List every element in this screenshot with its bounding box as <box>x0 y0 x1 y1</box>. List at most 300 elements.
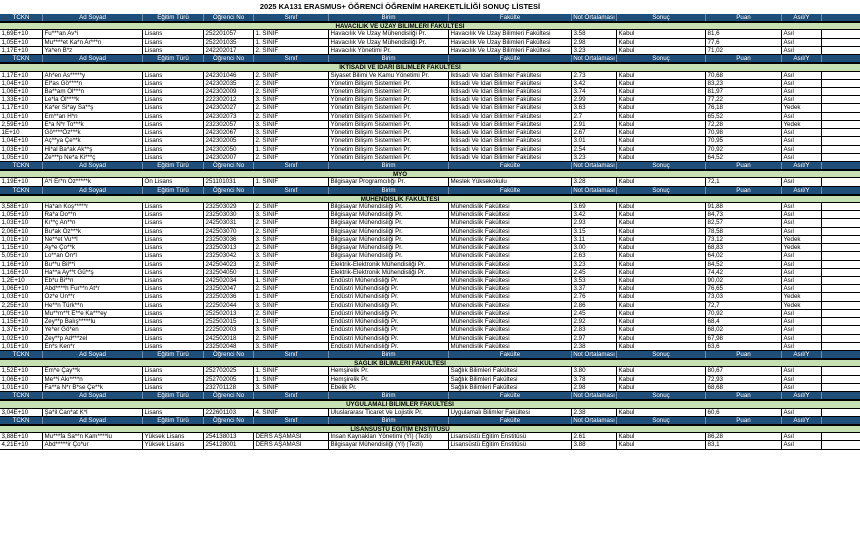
cell-ogrenci-no: 242202017 <box>204 47 254 54</box>
cell-puan: 81,97 <box>706 88 782 95</box>
table-row <box>0 30 860 38</box>
cell-birim: Endüstri Mühendisliği Pr. <box>329 335 449 342</box>
table-row <box>0 113 860 121</box>
cell-sinif: 2. SINIF <box>254 80 329 87</box>
column-header-sinif: Sınıf <box>254 392 329 399</box>
cell-egitim-turu: Lisans <box>143 47 204 54</box>
cell-sinif: 3. SINIF <box>254 252 329 259</box>
cell-not-ortalamasi: 3.23 <box>572 47 617 54</box>
cell-ad-soyad: Bu**u Bil**i <box>43 261 143 268</box>
column-header-fakulte: Fakülte <box>449 187 572 194</box>
table-row <box>0 433 860 441</box>
cell-not-ortalamasi: 3.88 <box>572 441 617 448</box>
cell-fakulte: Mühendislik Fakültesi <box>449 252 572 259</box>
cell-egitim-turu: Lisans <box>143 88 204 95</box>
cell-asil-yedek: Asıl <box>782 30 822 37</box>
table-row <box>0 409 860 417</box>
cell-asil-yedek: Asıl <box>782 433 822 440</box>
cell-egitim-turu: Lisans <box>143 104 204 111</box>
cell-sinif: 3. SINIF <box>254 129 329 136</box>
cell-sinif: 3. SINIF <box>254 302 329 309</box>
column-header-ad-soyad: Ad Soyad <box>43 162 143 169</box>
cell-ad-soyad: Le*la Öl****k <box>43 96 143 103</box>
cell-birim: Bilgisayar Mühendisliği Pr. <box>329 203 449 210</box>
cell-fakulte: İktisadi Ve İdari Bilimler Fakültesi <box>449 137 572 144</box>
cell-ogrenci-no: 222302012 <box>204 96 254 103</box>
cell-not-ortalamasi: 2.45 <box>572 310 617 317</box>
cell-puan: 64,52 <box>706 154 782 161</box>
table-row <box>0 384 860 392</box>
cell-birim: Bilgisayar Mühendisliği Pr. <box>329 236 449 243</box>
cell-sonuc: Kabul <box>617 137 706 144</box>
cell-ad-soyad: Zey**p Balış*****lu <box>43 318 143 325</box>
cell-not-ortalamasi: 3.28 <box>572 178 617 185</box>
cell-ad-soyad: Fu***an Av*i <box>43 30 143 37</box>
cell-ogrenci-no: 254138013 <box>204 433 254 440</box>
cell-fakulte: Lisansüstü Eğitim Enstitüsü <box>449 441 572 448</box>
cell-ad-soyad: E*a N*r To***k <box>43 121 143 128</box>
cell-ogrenci-no: 242302007 <box>204 154 254 161</box>
cell-puan: 77,6 <box>706 39 782 46</box>
column-header-egitim-turu: Eğitim Türü <box>143 187 204 194</box>
cell-not-ortalamasi: 2.83 <box>572 326 617 333</box>
table-row <box>0 121 860 129</box>
table-row <box>0 252 860 260</box>
cell-ad-soyad: En*s Ken*r <box>43 343 143 350</box>
cell-sonuc: Kabul <box>617 104 706 111</box>
cell-asil-yedek: Asıl <box>782 80 822 87</box>
cell-asil-yedek: Asıl <box>782 269 822 276</box>
cell-fakulte: Mühendislik Fakültesi <box>449 302 572 309</box>
cell-asil-yedek: Asıl <box>782 219 822 226</box>
cell-fakulte: Mühendislik Fakültesi <box>449 269 572 276</box>
table-row <box>0 80 860 88</box>
cell-ad-soyad: Aç**ya Çe**k <box>43 137 143 144</box>
cell-birim: Uluslararası Ticaret Ve Lojistik Pr. <box>329 409 449 416</box>
cell-asil-yedek: Asıl <box>782 211 822 218</box>
cell-asil-yedek: Asıl <box>782 367 822 374</box>
cell-asil-yedek: Yedek <box>782 236 822 243</box>
cell-puan: 70,95 <box>706 137 782 144</box>
column-header-asil-yedek: Asıl/Y <box>782 417 822 424</box>
cell-ogrenci-no: 252502013 <box>204 310 254 317</box>
column-header-not-ortalamasi: Not Ortalaması <box>572 351 617 358</box>
cell-asil-yedek: Asıl <box>782 326 822 333</box>
column-header-tckn: TCKN <box>0 392 43 399</box>
column-header-ad-soyad: Ad Soyad <box>43 55 143 62</box>
cell-birim: Yönetim Bilişim Sistemleri Pr. <box>329 154 449 161</box>
table-row <box>0 129 860 137</box>
cell-ad-soyad: Em*e Çay**k <box>43 367 143 374</box>
table-header <box>0 162 860 170</box>
cell-puan: 70,68 <box>706 72 782 79</box>
cell-tckn: 1,17E+10 <box>0 104 43 111</box>
cell-ad-soyad: Ba**am Ol***n <box>43 88 143 95</box>
column-header-fakulte: Fakülte <box>449 392 572 399</box>
cell-fakulte: İktisadi Ve İdari Bilimler Fakültesi <box>449 146 572 153</box>
cell-birim: Yönetim Bilişim Sistemleri Pr. <box>329 137 449 144</box>
section-header <box>0 195 860 203</box>
cell-not-ortalamasi: 2.92 <box>572 318 617 325</box>
cell-sonuc: Kabul <box>617 261 706 268</box>
cell-birim: İnsan Kaynakları Yönetimi (Yl) (Tezli) <box>329 433 449 440</box>
cell-sinif: DERS AŞAMASI <box>254 433 329 440</box>
cell-sonuc: Kabul <box>617 72 706 79</box>
cell-tckn: 1,05E+10 <box>0 39 43 46</box>
cell-ogrenci-no: 232503036 <box>204 236 254 243</box>
cell-tckn: 2,59E+10 <box>0 121 43 128</box>
section-header <box>0 170 860 178</box>
cell-sonuc: Kabul <box>617 293 706 300</box>
table-row <box>0 39 860 47</box>
cell-sinif: 1. SINIF <box>254 318 329 325</box>
cell-ad-soyad: Kı**ç An**n <box>43 219 143 226</box>
cell-ogrenci-no: 242503070 <box>204 228 254 235</box>
column-header-egitim-turu: Eğitim Türü <box>143 55 204 62</box>
table-row <box>0 154 860 162</box>
cell-asil-yedek: Yedek <box>782 104 822 111</box>
cell-asil-yedek: Asıl <box>782 376 822 383</box>
cell-tckn: 1,16E+10 <box>0 261 43 268</box>
cell-birim: Havacılık Ve Uzay Mühendisliği Pr. <box>329 39 449 46</box>
cell-egitim-turu: Lisans <box>143 219 204 226</box>
cell-ogrenci-no: 242301046 <box>204 72 254 79</box>
cell-birim: Bilgisayar Mühendisliği Pr. <box>329 219 449 226</box>
cell-sonuc: Kabul <box>617 80 706 87</box>
column-header-ad-soyad: Ad Soyad <box>43 417 143 424</box>
cell-egitim-turu: Lisans <box>143 211 204 218</box>
cell-ogrenci-no: 242503031 <box>204 219 254 226</box>
cell-not-ortalamasi: 3.23 <box>572 154 617 161</box>
cell-sinif: 3. SINIF <box>254 326 329 333</box>
column-header-asil-yedek: Asıl/Y <box>782 392 822 399</box>
column-header-fakulte: Fakülte <box>449 14 572 21</box>
cell-birim: Havacılık Ve Uzay Mühendisliği Pr. <box>329 30 449 37</box>
table-row <box>0 367 860 375</box>
cell-sinif: 1. SINIF <box>254 39 329 46</box>
cell-ogrenci-no: 242502018 <box>204 335 254 342</box>
cell-sonuc: Kabul <box>617 113 706 120</box>
cell-sinif: 2. SINIF <box>254 244 329 251</box>
cell-sonuc: Kabul <box>617 409 706 416</box>
cell-fakulte: İktisadi Ve İdari Bilimler Fakültesi <box>449 113 572 120</box>
cell-sinif: 1. SINIF <box>254 178 329 185</box>
cell-asil-yedek: Asıl <box>782 261 822 268</box>
cell-puan: 86,28 <box>706 433 782 440</box>
cell-ad-soyad: Öz*e Ün**r <box>43 293 143 300</box>
column-header-asil-yedek: Asıl/Y <box>782 14 822 21</box>
cell-not-ortalamasi: 2.76 <box>572 293 617 300</box>
cell-egitim-turu: Lisans <box>143 367 204 374</box>
cell-tckn: 1,16E+10 <box>0 269 43 276</box>
cell-puan: 71,02 <box>706 47 782 54</box>
cell-not-ortalamasi: 2.54 <box>572 146 617 153</box>
cell-fakulte: İktisadi Ve İdari Bilimler Fakültesi <box>449 121 572 128</box>
table-row <box>0 146 860 154</box>
cell-egitim-turu: Lisans <box>143 129 204 136</box>
cell-ad-soyad: Ay*e Ço**k <box>43 244 143 251</box>
section-header <box>0 63 860 71</box>
cell-sonuc: Kabul <box>617 88 706 95</box>
cell-egitim-turu: Lisans <box>143 244 204 251</box>
column-header-asil-yedek: Asıl/Y <box>782 55 822 62</box>
cell-tckn: 1,06E+10 <box>0 88 43 95</box>
table-row <box>0 293 860 301</box>
column-header-fakulte: Fakülte <box>449 351 572 358</box>
column-header-not-ortalamasi: Not Ortalaması <box>572 392 617 399</box>
cell-fakulte: Mühendislik Fakültesi <box>449 318 572 325</box>
cell-tckn: 3,58E+10 <box>0 203 43 210</box>
cell-not-ortalamasi: 3.80 <box>572 367 617 374</box>
column-header-birim: Birim <box>329 14 449 21</box>
column-header-asil-yedek: Asıl/Y <box>782 351 822 358</box>
column-header-birim: Birim <box>329 417 449 424</box>
cell-asil-yedek: Asıl <box>782 203 822 210</box>
cell-sonuc: Kabul <box>617 285 706 292</box>
cell-tckn: 2,25E+10 <box>0 302 43 309</box>
cell-egitim-turu: Lisans <box>143 310 204 317</box>
cell-fakulte: Sağlık Bilimleri Fakültesi <box>449 376 572 383</box>
cell-puan: 68,4 <box>706 318 782 325</box>
cell-not-ortalamasi: 2.73 <box>572 72 617 79</box>
cell-not-ortalamasi: 3.15 <box>572 228 617 235</box>
cell-puan: 72,1 <box>706 178 782 185</box>
cell-ogrenci-no: 252702005 <box>204 376 254 383</box>
cell-sinif: 3. SINIF <box>254 236 329 243</box>
cell-sinif: 1. SINIF <box>254 293 329 300</box>
cell-sinif: 2. SINIF <box>254 261 329 268</box>
cell-not-ortalamasi: 3.37 <box>572 285 617 292</box>
cell-tckn: 3,88E+10 <box>0 433 43 440</box>
cell-birim: Ebelik Pr. <box>329 384 449 391</box>
cell-asil-yedek: Asıl <box>782 146 822 153</box>
section-header <box>0 400 860 408</box>
cell-ad-soyad: Mu***fa Sa**n Kam****lu <box>43 433 143 440</box>
cell-asil-yedek: Asıl <box>782 343 822 350</box>
cell-not-ortalamasi: 2.86 <box>572 302 617 309</box>
cell-asil-yedek: Asıl <box>782 129 822 136</box>
cell-tckn: 5,05E+10 <box>0 252 43 259</box>
column-header-ogrenci-no: Öğrenci No <box>204 392 254 399</box>
column-header-tckn: TCKN <box>0 162 43 169</box>
cell-ad-soyad: Gö****Öz***k <box>43 129 143 136</box>
cell-egitim-turu: Lisans <box>143 30 204 37</box>
cell-egitim-turu: Lisans <box>143 277 204 284</box>
column-header-birim: Birim <box>329 162 449 169</box>
table-row <box>0 376 860 384</box>
cell-ad-soyad: Mu****et Ka*n Ar***n <box>43 39 143 46</box>
cell-birim: Endüstri Mühendisliği Pr. <box>329 277 449 284</box>
cell-ogrenci-no: 232504050 <box>204 269 254 276</box>
cell-birim: Bilgisayar Mühendisliği Pr. <box>329 228 449 235</box>
cell-not-ortalamasi: 3.53 <box>572 277 617 284</box>
column-header-puan: Puan <box>706 351 782 358</box>
cell-ogrenci-no: 242502034 <box>204 277 254 284</box>
cell-birim: Havacılık Yönetimi Pr. <box>329 47 449 54</box>
cell-egitim-turu: Lisans <box>143 384 204 391</box>
cell-asil-yedek: Asıl <box>782 252 822 259</box>
column-header-puan: Puan <box>706 417 782 424</box>
cell-ad-soyad: Em**an H*n <box>43 113 143 120</box>
cell-asil-yedek: Asıl <box>782 47 822 54</box>
cell-puan: 84,73 <box>706 211 782 218</box>
cell-puan: 82,57 <box>706 219 782 226</box>
cell-tckn: 4,21E+10 <box>0 441 43 448</box>
column-header-egitim-turu: Eğitim Türü <box>143 392 204 399</box>
cell-sinif: 3. SINIF <box>254 211 329 218</box>
table-row <box>0 219 860 227</box>
column-header-birim: Birim <box>329 187 449 194</box>
cell-egitim-turu: Lisans <box>143 203 204 210</box>
cell-not-ortalamasi: 3.78 <box>572 376 617 383</box>
cell-not-ortalamasi: 3.58 <box>572 30 617 37</box>
cell-puan: 90,02 <box>706 277 782 284</box>
cell-sonuc: Kabul <box>617 384 706 391</box>
column-header-puan: Puan <box>706 187 782 194</box>
column-header-ad-soyad: Ad Soyad <box>43 187 143 194</box>
cell-sonuc: Kabul <box>617 244 706 251</box>
cell-tckn: 1,15E+10 <box>0 318 43 325</box>
cell-sinif: 2. SINIF <box>254 228 329 235</box>
column-header-not-ortalamasi: Not Ortalaması <box>572 162 617 169</box>
cell-not-ortalamasi: 3.23 <box>572 261 617 268</box>
cell-ogrenci-no: 254128001 <box>204 441 254 448</box>
table-row <box>0 310 860 318</box>
table-row <box>0 285 860 293</box>
cell-not-ortalamasi: 2.63 <box>572 252 617 259</box>
column-header-not-ortalamasi: Not Ortalaması <box>572 55 617 62</box>
cell-birim: Bilgisayar Mühendisliği Pr. <box>329 244 449 251</box>
cell-asil-yedek: Asıl <box>782 154 822 161</box>
cell-not-ortalamasi: 3.01 <box>572 137 617 144</box>
cell-not-ortalamasi: 3.63 <box>572 104 617 111</box>
cell-fakulte: Mühendislik Fakültesi <box>449 310 572 317</box>
cell-egitim-turu: Lisans <box>143 228 204 235</box>
cell-sinif: 3. SINIF <box>254 96 329 103</box>
cell-ogrenci-no: 232503013 <box>204 244 254 251</box>
cell-ad-soyad: He**n Türk**n <box>43 302 143 309</box>
cell-sinif: 2. SINIF <box>254 310 329 317</box>
cell-not-ortalamasi: 3.42 <box>572 80 617 87</box>
cell-tckn: 1,17E+10 <box>0 47 43 54</box>
cell-egitim-turu: Lisans <box>143 293 204 300</box>
cell-sonuc: Kabul <box>617 121 706 128</box>
cell-sinif: 1. SINIF <box>254 277 329 284</box>
cell-ogrenci-no: 242302027 <box>204 104 254 111</box>
cell-ad-soyad: Bu*ak Öz***k <box>43 228 143 235</box>
cell-ad-soyad: Ya*en B*z <box>43 47 143 54</box>
cell-sinif: 1. SINIF <box>254 376 329 383</box>
cell-sonuc: Kabul <box>617 252 706 259</box>
table-row <box>0 72 860 80</box>
table-row <box>0 343 860 351</box>
cell-sinif: 3. SINIF <box>254 343 329 350</box>
cell-not-ortalamasi: 2.38 <box>572 343 617 350</box>
cell-egitim-turu: Lisans <box>143 154 204 161</box>
column-header-sinif: Sınıf <box>254 351 329 358</box>
cell-tckn: 1,01E+10 <box>0 343 43 350</box>
cell-sonuc: Kabul <box>617 310 706 317</box>
section-header <box>0 425 860 433</box>
column-header-birim: Birim <box>329 351 449 358</box>
cell-egitim-turu: Lisans <box>143 343 204 350</box>
cell-asil-yedek: Asıl <box>782 39 822 46</box>
column-header-sinif: Sınıf <box>254 14 329 21</box>
section-title: HAVACILIK VE UZAY BİLİMLERİ FAKÜLTESİ <box>335 23 465 31</box>
section-title: UYGULAMALI BİLİMLER FAKÜLTESİ <box>346 401 454 409</box>
cell-ogrenci-no: 242302050 <box>204 146 254 153</box>
cell-birim: Endüstri Mühendisliği Pr. <box>329 326 449 333</box>
cell-tckn: 1,04E+10 <box>0 80 43 87</box>
table-row <box>0 318 860 326</box>
cell-ogrenci-no: 232503030 <box>204 211 254 218</box>
cell-not-ortalamasi: 2.7 <box>572 113 617 120</box>
table-row <box>0 302 860 310</box>
cell-sonuc: Kabul <box>617 203 706 210</box>
table-header <box>0 417 860 425</box>
cell-tckn: 1,05E+10 <box>0 154 43 161</box>
column-header-sinif: Sınıf <box>254 55 329 62</box>
cell-sonuc: Kabul <box>617 228 706 235</box>
cell-egitim-turu: Lisans <box>143 252 204 259</box>
cell-not-ortalamasi: 2.91 <box>572 121 617 128</box>
cell-sinif: 1. SINIF <box>254 269 329 276</box>
cell-puan: 83,23 <box>706 80 782 87</box>
cell-ad-soyad: Abd*****ir Ço*ur <box>43 441 143 448</box>
cell-fakulte: Mühendislik Fakültesi <box>449 326 572 333</box>
cell-puan: 67,98 <box>706 335 782 342</box>
section-title: MÜHENDİSLİK FAKÜLTESİ <box>360 195 440 203</box>
cell-ad-soyad: Ah*en As*****y <box>43 72 143 79</box>
cell-fakulte: Mühendislik Fakültesi <box>449 244 572 251</box>
cell-puan: 73,03 <box>706 293 782 300</box>
cell-asil-yedek: Asıl <box>782 318 822 325</box>
cell-sonuc: Kabul <box>617 47 706 54</box>
cell-puan: 78,58 <box>706 228 782 235</box>
cell-fakulte: Mühendislik Fakültesi <box>449 211 572 218</box>
column-header-puan: Puan <box>706 14 782 21</box>
cell-not-ortalamasi: 3.42 <box>572 211 617 218</box>
cell-sonuc: Kabul <box>617 269 706 276</box>
section-title: SAĞLIK BİLİMLERİ FAKÜLTESİ <box>354 360 446 368</box>
cell-tckn: 1,69E+10 <box>0 30 43 37</box>
cell-fakulte: Mühendislik Fakültesi <box>449 293 572 300</box>
cell-ad-soyad: Abd****h Fur**n At*r <box>43 285 143 292</box>
column-header-ogrenci-no: Öğrenci No <box>204 55 254 62</box>
cell-asil-yedek: Yedek <box>782 244 822 251</box>
cell-birim: Endüstri Mühendisliği Pr. <box>329 293 449 300</box>
cell-fakulte: Mühendislik Fakültesi <box>449 277 572 284</box>
cell-egitim-turu: Lisans <box>143 146 204 153</box>
column-header-sonuc: Sonuç <box>617 392 706 399</box>
table-header <box>0 392 860 400</box>
cell-ad-soyad: Şa*il Can*at K*l <box>43 409 143 416</box>
cell-egitim-turu: Lisans <box>143 409 204 416</box>
cell-sinif: 2. SINIF <box>254 47 329 54</box>
cell-fakulte: Mühendislik Fakültesi <box>449 236 572 243</box>
cell-egitim-turu: Lisans <box>143 39 204 46</box>
cell-birim: Yönetim Bilişim Sistemleri Pr. <box>329 113 449 120</box>
table-row <box>0 178 860 186</box>
cell-puan: 60,6 <box>706 409 782 416</box>
cell-asil-yedek: Asıl <box>782 277 822 284</box>
cell-sonuc: Kabul <box>617 318 706 325</box>
cell-tckn: 1,19E+10 <box>0 178 43 185</box>
cell-ad-soyad: Ne**et Vu**l <box>43 236 143 243</box>
cell-birim: Endüstri Mühendisliği Pr. <box>329 310 449 317</box>
column-header-birim: Birim <box>329 55 449 62</box>
column-header-tckn: TCKN <box>0 55 43 62</box>
